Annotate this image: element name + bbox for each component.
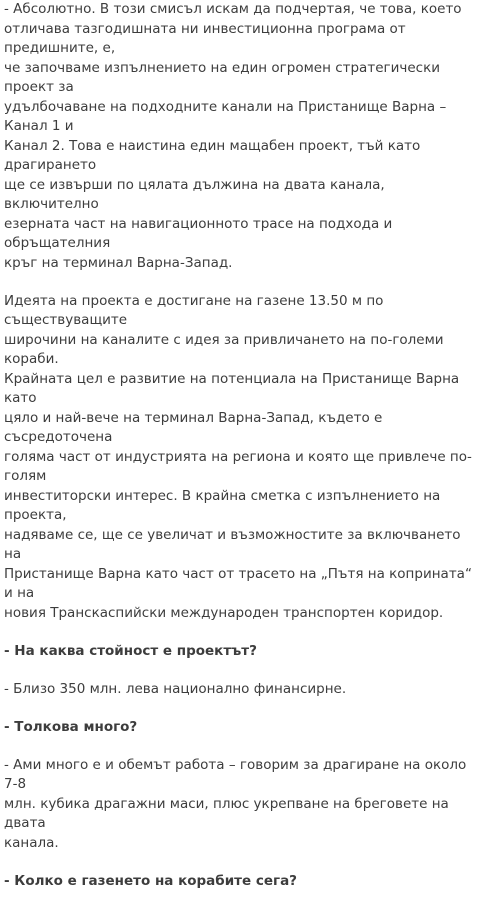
answer-paragraph-1: - Абсолютно. В този смисъл искам да подчертая, че това, което отличава тазгодишната ни инвестиционна програма от предишните, е, че започваме изпълнението на един огромен стратегически проект за удълбочаване на подходните канали на Пристанище Варна – Канал 1 и Канал 2. Това е наистина един мащабен проект, тъй като драгирането ще се извърши по цялата дължина на двата канала, включително езерната част на навигационното трасе на подхода и обръщателния кръг на терминал Варна-Запад. <box>4 1 462 271</box>
question-so-much: - Толкова много? <box>4 718 138 735</box>
answer-project-value: - Близо 350 млн. лева национално финансирне. <box>4 680 347 697</box>
question-project-value: - На каква стойност е проектът? <box>4 642 257 659</box>
answer-paragraph-2: Идеята на проекта е достигане на газене 13.50 м по съществуващите широчини на каналите с идея за привличането на по-големи кораби. Крайната цел е развитие на потенциала на Пристанище Варна като цяло и най-вече на терминал Варна-Запад, където е съсредоточена голяма част от индустрията на региона и която ще привлече по-голям инвеститорски интерес. В крайна сметка с изпълнението на проекта, надяваме се, ще се увеличат и възможностите за включването на Пристанище Варна като част от трасето на „Пътя на коприната“ и на новия Транскаспийски международен транспортен коридор. <box>4 292 472 621</box>
question-ship-draft: - Колко е газенето на корабите сега? <box>4 872 298 889</box>
answer-so-much: - Ами много е и обемът работа – говорим за драгиране на около 7-8 млн. кубика драгажни маси, плюс укрепване на бреговете на двата канала. <box>4 756 467 851</box>
article-body <box>4 0 480 910</box>
